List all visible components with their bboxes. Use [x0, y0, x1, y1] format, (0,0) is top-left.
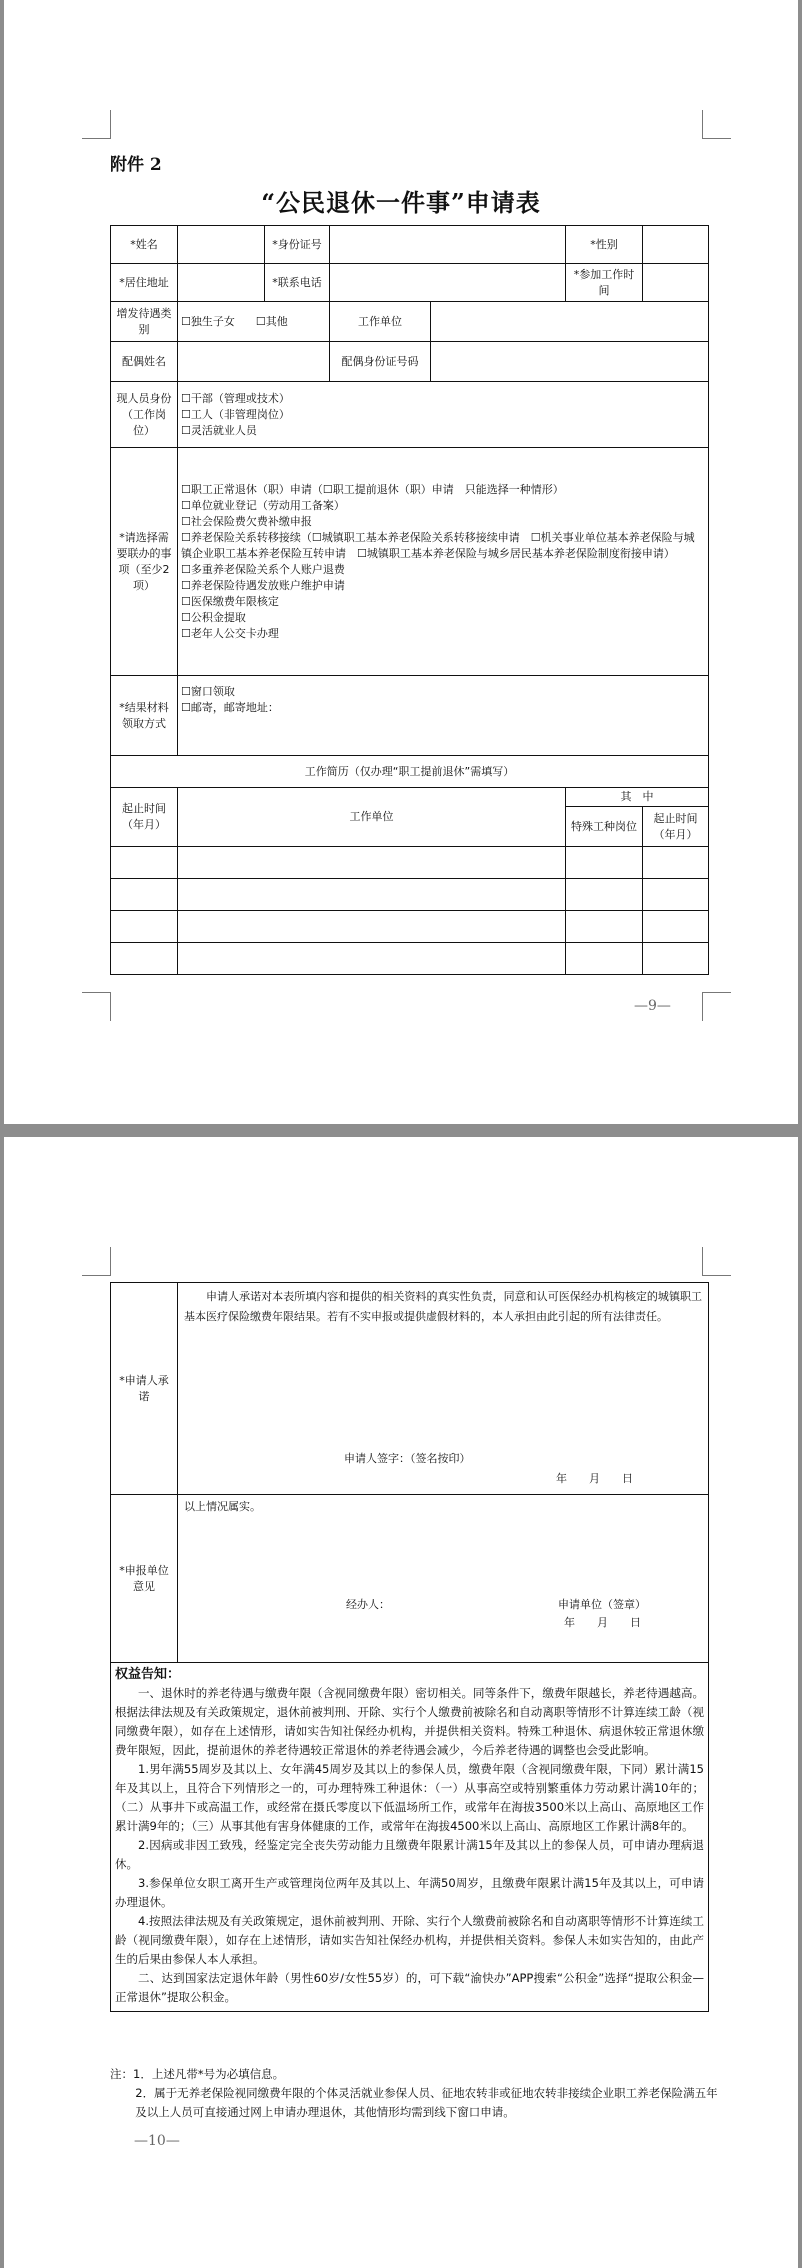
history-cell[interactable] — [178, 911, 566, 943]
note-1: 注：1．上述凡带*号为必填信息。 — [110, 2067, 285, 2081]
promise-date: 年 月 日 — [556, 1472, 633, 1485]
matter-option-retirement[interactable]: ☐职工正常退休（职）申请（☐职工提前退休（职）申请 只能选择一种情形） — [181, 482, 564, 496]
work-start-field[interactable] — [643, 264, 709, 302]
history-col-unit: 工作单位 — [178, 788, 566, 847]
bonus-option-other[interactable]: ☐其他 — [255, 314, 288, 328]
result-label: *结果材料领取方式 — [111, 676, 178, 756]
applicant-sign: 申请人签字：（签名按印） — [344, 1452, 471, 1465]
history-cell[interactable] — [111, 847, 178, 879]
history-col-among: 其 中 — [566, 788, 709, 807]
annex-label: 附件 2 — [110, 155, 162, 175]
rights-paragraph: 一、退休时的养老待遇与缴费年限（含视同缴费年限）密切相关。同等条件下，缴费年限越长，养老待遇越高。根据法律法规及有关政策规定，退休前被判刑、开除、实行个人缴费前被除名和自动离职等情形不计算连续工龄（视同缴费年限），如存在上述情形，请如实告知社保经办机构，并提供相关资料。特殊工种退休、病退休较正常退休缴费年限短，因此，提前退休的养老待遇较正常退休的养老待遇会减少，今后养老待遇的调整也会受此影响。 — [115, 1686, 704, 1757]
address-label: *居住地址 — [111, 264, 178, 302]
unit-date: 年 月 日 — [564, 1616, 641, 1629]
history-cell[interactable] — [111, 879, 178, 911]
gender-label: *性别 — [566, 226, 643, 264]
spouse-id-field[interactable] — [431, 342, 709, 382]
promise-text: 申请人承诺对本表所填内容和提供的相关资料的真实性负责，同意和认可医保经办机构核定的城镇职工基本医疗保险缴费年限结果。若有不实申报或提供虚假材料的，本人承担由此引起的所有法律责任。 — [184, 1290, 702, 1323]
note-2: 2．属于无养老保险视同缴费年限的个体灵活就业参保人员、征地农转非或征地农转非接续企业职工养老保险满五年及以上人员可直接通过网上申请办理退休，其他情形均需到线下窗口申请。 — [135, 2086, 718, 2119]
unit-opinion-label: *申报单位意见 — [111, 1495, 178, 1663]
spouse-id-label: 配偶身份证号码 — [330, 342, 431, 382]
crop-mark — [702, 110, 731, 139]
identity-options — [178, 382, 709, 448]
crop-mark — [702, 992, 731, 1021]
page-number: —10— — [134, 2133, 180, 2149]
history-row — [111, 911, 709, 943]
matters-options — [178, 448, 709, 676]
notes — [110, 2065, 720, 2122]
work-start-label: *参加工作时间 — [566, 264, 643, 302]
rights-paragraph: 3.参保单位女职工离开生产或管理岗位两年及其以上、年满50周岁，且缴费年限累计满15年及其以上，可申请办理退休。 — [115, 1876, 704, 1909]
history-col-special-period: 起止时间（年月） — [643, 807, 709, 847]
phone-label: *联系电话 — [265, 264, 330, 302]
gender-field[interactable] — [643, 226, 709, 264]
crop-mark — [82, 1247, 111, 1276]
identity-option-cadre[interactable]: ☐干部（管理或技术） — [181, 391, 290, 405]
crop-mark — [82, 992, 111, 1021]
identity-option-flexible[interactable]: ☐灵活就业人员 — [181, 423, 257, 437]
rights-cell — [111, 1663, 709, 2012]
rights-paragraph: 二、达到国家法定退休年龄（男性60岁/女性55岁）的，可下载“渝快办”APP搜索“公积金”选择“提取公积金—正常退休”提取公积金。 — [115, 1971, 704, 2004]
spouse-name-label: 配偶姓名 — [111, 342, 178, 382]
spouse-name-field[interactable] — [178, 342, 330, 382]
page-1 — [4, 0, 798, 1124]
phone-field[interactable] — [330, 264, 566, 302]
result-option-mail[interactable]: ☐邮寄，邮寄地址： — [181, 701, 279, 714]
history-cell[interactable] — [178, 879, 566, 911]
page-number: —9— — [634, 998, 671, 1014]
work-unit-label: 工作单位 — [330, 302, 431, 342]
unit-seal-label: 申请单位（签章） — [558, 1598, 646, 1611]
matter-option-fund[interactable]: ☐公积金提取 — [181, 610, 246, 624]
identity-option-worker[interactable]: ☐工人（非管理岗位） — [181, 407, 290, 421]
rights-paragraph: 4.按照法律法规及有关政策规定，退休前被判刑、开除、实行个人缴费前被除名和自动离职等情形不计算连续工龄（视同缴费年限），如存在上述情形，请如实告知社保经办机构，并提供相关资料。参保人未如实告知的，由此产生的后果由参保人本人承担。 — [115, 1914, 704, 1966]
unit-opinion-cell — [178, 1495, 709, 1663]
rights-paragraph: 1.男年满55周岁及其以上、女年满45周岁及其以上的参保人员，缴费年限（含视同缴费年限，下同）累计满15年及其以上，且符合下列情形之一的，可办理特殊工种退休：（一）从事高空或特别繁重体力劳动累计满10年的；（二）从事井下或高温工作，或经常在摄氏零度以下低温场所工作，或常年在海拔3500米以上高山、高原地区工作累计满9年的；（三）从事其他有害身体健康的工作，或常年在海拔4500米以上高山、高原地区工作累计满8年的。 — [115, 1762, 704, 1833]
id-label: *身份证号 — [265, 226, 330, 264]
application-form-table — [110, 225, 709, 975]
page-2 — [4, 1137, 798, 2268]
matter-option-employment[interactable]: ☐单位就业登记（劳动用工备案） — [181, 498, 345, 512]
matter-option-medical[interactable]: ☐医保缴费年限核定 — [181, 594, 279, 608]
history-col-special: 特殊工种岗位 — [566, 807, 643, 847]
history-header: 工作简历（仅办理“职工提前退休”需填写） — [111, 756, 709, 788]
result-options — [178, 676, 709, 756]
rights-paragraph: 2.因病或非因工致残，经鉴定完全丧失劳动能力且缴费年限累计满15年及其以上的参保人员，可申请办理病退休。 — [115, 1838, 704, 1871]
result-option-window[interactable]: ☐窗口领取 — [181, 685, 235, 698]
history-cell[interactable] — [566, 943, 643, 975]
bonus-options — [178, 302, 330, 342]
history-cell[interactable] — [566, 879, 643, 911]
matters-label: *请选择需要联办的事项（至少2项） — [111, 448, 178, 676]
matter-option-transfer[interactable]: ☐养老保险关系转移接续（☐城镇职工基本养老保险关系转移接续申请 ☐机关事业单位基本养老保险与城镇企业职工基本养老保险互转申请 ☐城镇职工基本养老保险与城乡居民基本养老保险制度衔接申请） — [181, 530, 695, 560]
declaration-table — [110, 1282, 709, 2012]
identity-label: 现人员身份（工作岗位） — [111, 382, 178, 448]
matter-option-bus-card[interactable]: ☐老年人公交卡办理 — [181, 626, 279, 640]
history-cell[interactable] — [643, 847, 709, 879]
crop-mark — [702, 1247, 731, 1276]
name-label: *姓名 — [111, 226, 178, 264]
address-field[interactable] — [178, 264, 265, 302]
history-cell[interactable] — [178, 943, 566, 975]
matter-option-refund[interactable]: ☐多重养老保险关系个人账户退费 — [181, 562, 345, 576]
history-cell[interactable] — [111, 911, 178, 943]
history-cell[interactable] — [643, 943, 709, 975]
unit-opinion-text: 以上情况属实。 — [184, 1500, 261, 1513]
history-row — [111, 847, 709, 879]
history-cell[interactable] — [566, 911, 643, 943]
form-title: “公民退休一件事”申请表 — [261, 188, 541, 217]
history-col-period: 起止时间（年月） — [111, 788, 178, 847]
promise-cell — [178, 1283, 709, 1495]
work-unit-field[interactable] — [431, 302, 709, 342]
history-cell[interactable] — [111, 943, 178, 975]
history-cell[interactable] — [643, 911, 709, 943]
promise-label: *申请人承诺 — [111, 1283, 178, 1495]
history-row — [111, 943, 709, 975]
history-cell[interactable] — [643, 879, 709, 911]
bonus-option-only-child[interactable]: ☐独生子女 — [181, 314, 235, 328]
name-field[interactable] — [178, 226, 265, 264]
history-cell[interactable] — [178, 847, 566, 879]
history-cell[interactable] — [566, 847, 643, 879]
bonus-label: 增发待遇类别 — [111, 302, 178, 342]
history-row — [111, 879, 709, 911]
rights-title: 权益告知： — [115, 1667, 181, 1682]
handler-label: 经办人： — [346, 1598, 390, 1611]
matter-option-account[interactable]: ☐养老保险待遇发放账户维护申请 — [181, 578, 345, 592]
matter-option-arrears[interactable]: ☐社会保险费欠费补缴申报 — [181, 514, 312, 528]
crop-mark — [82, 110, 111, 139]
id-field[interactable] — [330, 226, 566, 264]
